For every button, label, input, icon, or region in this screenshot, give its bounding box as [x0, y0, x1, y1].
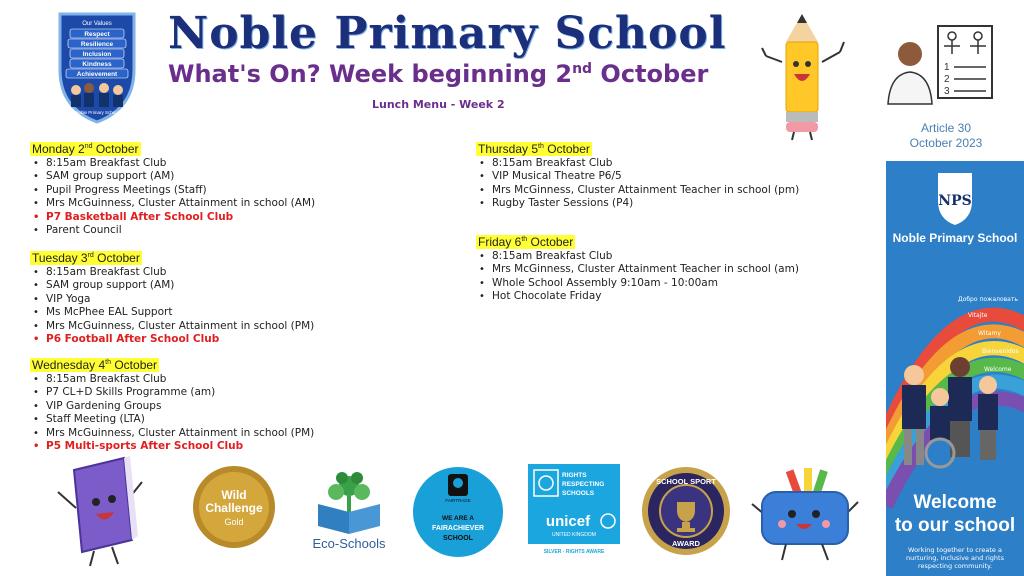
day-heading: Friday 6th October	[478, 235, 574, 249]
wild-challenge-gold-badge	[192, 465, 276, 549]
week-subtitle: What's On? Week beginning 2nd October	[168, 60, 709, 88]
pencil-mascot-icon	[760, 12, 850, 142]
greeting: Welcome	[984, 366, 1012, 373]
crest-value-resilience: Resilience	[80, 41, 114, 48]
unicef-wordmark: unicef	[545, 513, 591, 530]
badge-line: Wild	[221, 488, 247, 502]
event-item: • P7 CL+D Skills Programme (am)	[30, 386, 314, 399]
article-30-symbol-icon	[880, 22, 998, 106]
event-item: • Mrs McGinness, Cluster Attainment Teacher in school (pm)	[476, 184, 799, 197]
event-list	[476, 250, 799, 304]
event-item: • Mrs McGuinness, Cluster Attainment in school (PM)	[30, 320, 314, 333]
book-mascot-icon	[52, 452, 148, 570]
after-school-club-item: • P5 Multi-sports After School Club	[30, 440, 314, 453]
event-list	[30, 373, 314, 453]
badge-line: SCHOOL SPORT	[656, 477, 716, 486]
event-item: • Staff Meeting (LTA)	[30, 413, 314, 426]
after-school-club-item: • P7 Basketball After School Club	[30, 211, 315, 224]
day-friday	[476, 231, 799, 304]
article-date: October 2023	[909, 136, 983, 150]
fairtrade-mark: FAIRTRADE	[445, 498, 471, 503]
school-sport-award-badge	[641, 466, 731, 556]
svg-text:1: 1	[944, 62, 950, 73]
event-list	[30, 266, 314, 346]
badge-line: Gold	[224, 517, 244, 527]
event-item: • Parent Council	[30, 224, 315, 237]
badge-line: RIGHTS	[562, 472, 587, 479]
badge-line: AWARD	[672, 539, 700, 548]
event-item: • Pupil Progress Meetings (Staff)	[30, 184, 315, 197]
eco-schools-logo	[302, 468, 396, 558]
event-item: • SAM group support (AM)	[30, 170, 315, 183]
svg-text:3: 3	[944, 86, 950, 97]
crest-value-inclusion: Inclusion	[82, 51, 112, 58]
event-item: • Mrs McGinness, Cluster Attainment Teacher in school (am)	[476, 263, 799, 276]
greeting: Bienvenidos	[982, 348, 1019, 355]
badge-line: UNITED KINGDOM	[552, 532, 596, 538]
event-item: • Mrs McGuinness, Cluster Attainment in school (PM)	[30, 427, 314, 440]
event-item: • SAM group support (AM)	[30, 279, 314, 292]
welcome-poster	[886, 161, 1024, 576]
school-crest	[52, 10, 142, 125]
lunch-menu-link[interactable]: Lunch Menu - Week 2	[372, 98, 505, 111]
event-item: • Whole School Assembly 9:10am - 10:00am	[476, 277, 799, 290]
event-item: • 8:15am Breakfast Club	[30, 157, 315, 170]
day-wednesday	[30, 354, 314, 453]
crest-value-kindness: Kindness	[82, 61, 112, 68]
event-item: • Ms McPhee EAL Support	[30, 306, 314, 319]
crest-bottom-text: Noble Primary School	[75, 110, 119, 115]
event-item: • 8:15am Breakfast Club	[476, 157, 799, 170]
event-item: • 8:15am Breakfast Club	[30, 373, 314, 386]
fairtrade-fairachiever-badge	[412, 466, 504, 558]
event-item: • Hot Chocolate Friday	[476, 290, 799, 303]
event-item: • 8:15am Breakfast Club	[476, 250, 799, 263]
event-item: • VIP Gardening Groups	[30, 400, 314, 413]
day-thursday	[476, 138, 799, 211]
eco-schools-label: Eco-Schools	[312, 536, 386, 551]
event-item: • Mrs McGuinness, Cluster Attainment in school (AM)	[30, 197, 315, 210]
crest-top-text: Our Values	[82, 21, 112, 27]
day-heading: Wednesday 4th October	[32, 358, 158, 372]
day-heading: Thursday 5th October	[478, 142, 590, 156]
poster-tagline: Working together to create a nurturing, inclusive and rights respecting community.	[906, 546, 1004, 570]
article-caption	[886, 121, 1006, 151]
event-item: • Rugby Taster Sessions (P4)	[476, 197, 799, 210]
poster-monogram: NPS	[938, 193, 972, 209]
event-item: • 8:15am Breakfast Club	[30, 266, 314, 279]
rights-respecting-schools-badge	[528, 464, 620, 558]
day-heading: Monday 2nd October	[32, 142, 139, 156]
poster-school-name: Noble Primary School	[892, 231, 1018, 245]
badge-line: WE ARE A	[441, 515, 475, 522]
article-number: Article 30	[920, 121, 972, 135]
welcome-heading: Welcome to our school	[894, 492, 1016, 536]
badge-line: Challenge	[205, 501, 263, 515]
event-list	[476, 157, 799, 211]
greeting: Добро пожаловать	[958, 296, 1018, 303]
page-title: Noble Primary School	[168, 8, 727, 59]
crest-value-achievement: Achievement	[76, 71, 118, 78]
svg-text:2: 2	[944, 74, 950, 85]
greeting: Vitajte	[968, 312, 988, 319]
event-item: • VIP Musical Theatre P6/5	[476, 170, 799, 183]
greeting: Witamy	[978, 330, 1001, 337]
day-tuesday	[30, 247, 314, 346]
day-heading: Tuesday 3rd October	[32, 251, 140, 265]
pencil-case-mascot-icon	[750, 466, 860, 566]
day-monday	[30, 138, 315, 237]
event-item: • VIP Yoga	[30, 293, 314, 306]
badge-line: SCHOOL	[443, 535, 473, 542]
after-school-club-item: • P6 Football After School Club	[30, 333, 314, 346]
crest-value-respect: Respect	[84, 31, 110, 38]
badge-line: SILVER - RIGHTS AWARE	[543, 549, 605, 555]
event-list	[30, 157, 315, 237]
badge-line: RESPECTING	[562, 481, 605, 488]
badge-line: SCHOOLS	[562, 490, 595, 497]
badge-line: FAIRACHIEVER	[431, 525, 485, 532]
